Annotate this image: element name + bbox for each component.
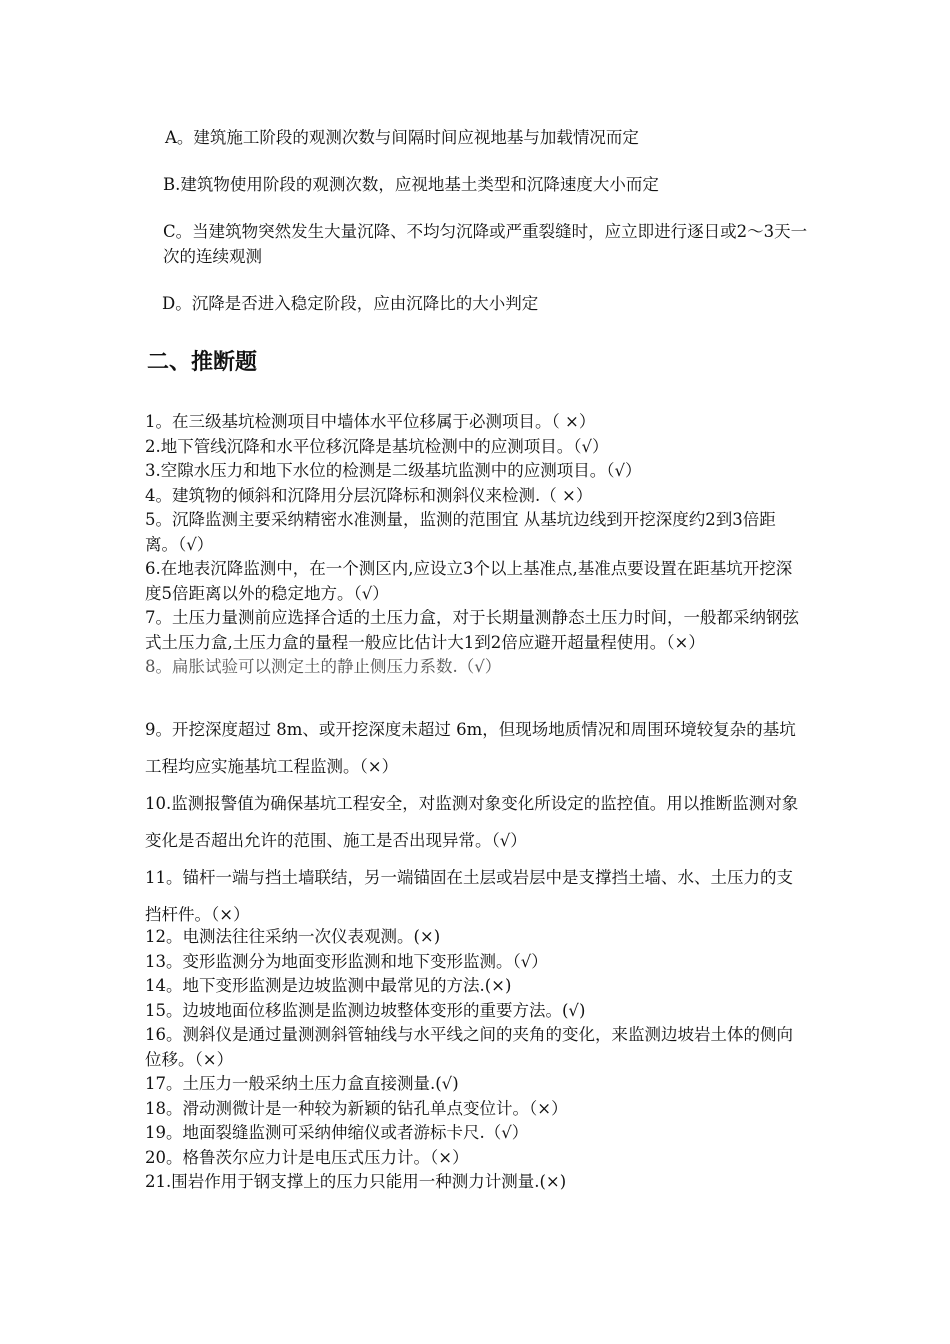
question-item: 18。滑动测微计是一种较为新颖的钻孔单点变位计。（×） <box>145 1098 568 1118</box>
option-d: D。沉降是否进入稳定阶段，应由沉降比的大小判定 <box>162 294 539 313</box>
question-item: 14。地下变形监测是边坡监测中最常见的方法.(×) <box>145 976 512 995</box>
question-list <box>145 410 807 680</box>
question-item: 9。开挖深度超过 8m、或开挖深度未超过 6m，但现场地质情况和周围环境较复杂的基坑工程均应实施基坑工程监测。（×） <box>145 720 796 776</box>
option-a: A。建筑施工阶段的观测次数与间隔时间应视地基与加载情况而定 <box>165 128 639 147</box>
question-item: 6.在地表沉降监测中，在一个测区内,应设立3个以上基准点,基准点要设置在距基坑开挖深度5倍距离以外的稳定地方。（√） <box>145 559 793 603</box>
question-item: 12。电测法往往采纳一次仪表观测。(×) <box>145 927 441 946</box>
question-item: 20。格鲁茨尔应力计是电压式压力计。（×） <box>145 1147 469 1167</box>
question-item: 10.监测报警值为确保基坑工程安全，对监测对象变化所设定的监控值。用以推断监测对象变化是否超出允许的范围、施工是否出现异常。（√） <box>145 794 799 850</box>
question-list-continued <box>145 925 807 1195</box>
option-c: C。当建筑物突然发生大量沉降、不均匀沉降或严重裂缝时，应立即进行逐日或2～3天一次的连续观测 <box>163 222 808 266</box>
question-item: 7。土压力量测前应选择合适的土压力盒，对于长期量测静态土压力时间，一般都采纳钢弦式土压力盒,土压力盒的量程一般应比估计大1到2倍应避开超量程使用。（×） <box>145 608 799 652</box>
question-item: 15。边坡地面位移监测是监测边坡整体变形的重要方法。(√) <box>145 1000 586 1020</box>
question-item: 3.空隙水压力和地下水位的检测是二级基坑监测中的应测项目。（√） <box>145 461 642 480</box>
question-item: 17。土压力一般采纳土压力盒直接测量.(√) <box>145 1074 459 1093</box>
question-item: 13。变形监测分为地面变形监测和地下变形监测。（√） <box>145 951 548 971</box>
question-item: 19。地面裂缝监测可采纳伸缩仪或者游标卡尺.（√） <box>145 1123 529 1142</box>
question-item: 8。扁胀试验可以测定土的静止侧压力系数.（√） <box>145 657 502 676</box>
question-item: 21.围岩作用于钢支撑上的压力只能用一种测力计测量.(×) <box>145 1172 567 1191</box>
question-item: 2.地下管线沉降和水平位移沉降是基坑检测中的应测项目。（√） <box>145 436 609 456</box>
question-item: 5。沉降监测主要采纳精密水准测量，监测的范围宜 从基坑边线到开挖深度约2到3倍距离。（√） <box>145 510 776 554</box>
question-item: 16。测斜仪是通过量测测斜管轴线与水平线之间的夹角的变化，来监测边坡岩土体的侧向位移。（×） <box>145 1025 793 1069</box>
question-item: 1。在三级基坑检测项目中墙体水平位移属于必测项目。（ ×） <box>145 412 596 431</box>
question-list-wide <box>145 711 807 933</box>
question-item: 4。建筑物的倾斜和沉降用分层沉降标和测斜仪来检测.（ ×） <box>145 485 593 505</box>
section-title: 二、推断题 <box>147 350 258 375</box>
option-b: B.建筑物使用阶段的观测次数，应视地基土类型和沉降速度大小而定 <box>163 175 659 194</box>
question-item: 11。锚杆一端与挡土墙联结，另一端锚固在土层或岩层中是支撑挡土墙、水、土压力的支挡杆件。（×） <box>145 868 793 924</box>
